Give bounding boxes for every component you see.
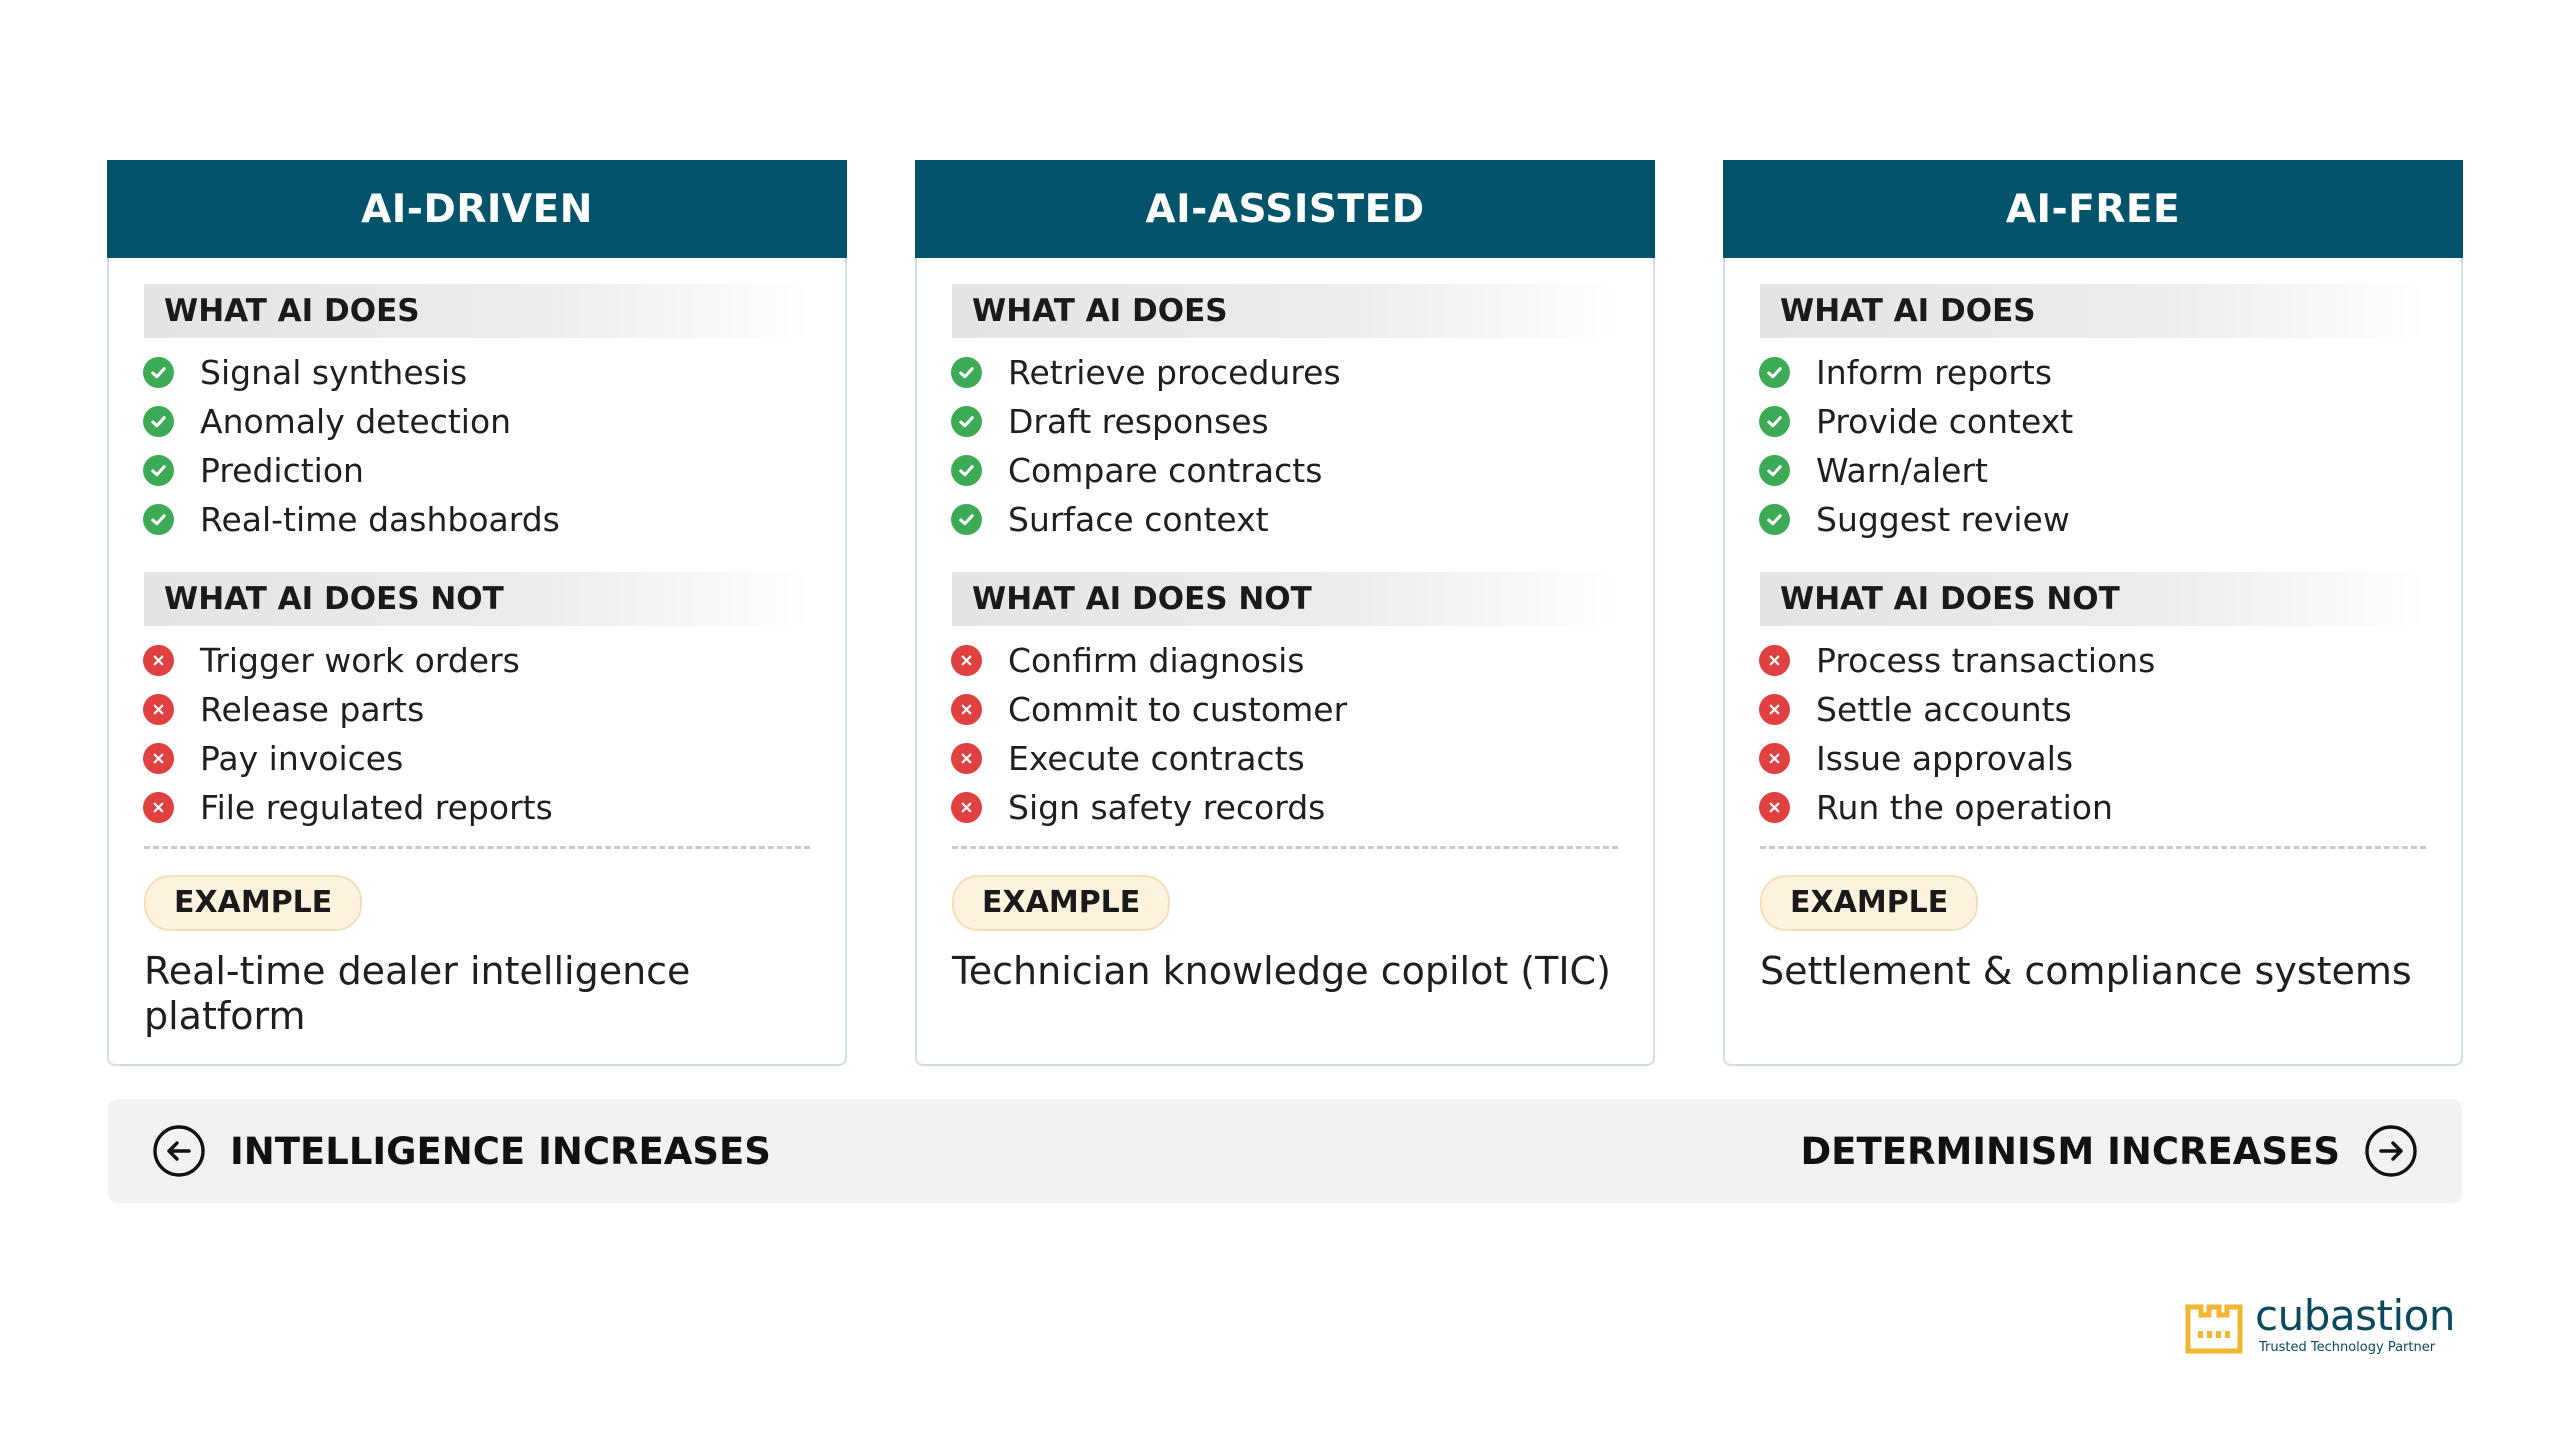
spectrum-bar — [108, 1099, 2462, 1203]
list-item — [143, 734, 845, 783]
cross-icon — [143, 743, 174, 774]
check-icon — [1759, 357, 1790, 388]
example-text: Real-time dealer intelligence platform — [144, 949, 691, 1038]
list-item — [1759, 685, 2461, 734]
check-icon — [951, 504, 982, 535]
does-not-list — [109, 636, 845, 832]
check-icon — [1759, 455, 1790, 486]
check-icon — [143, 357, 174, 388]
cross-icon — [143, 792, 174, 823]
list-item — [951, 495, 1653, 544]
does-list — [109, 348, 845, 544]
cross-icon — [143, 645, 174, 676]
item-label: Commit to customer — [1008, 690, 1348, 729]
card-title: AI-DRIVEN — [107, 160, 847, 258]
list-item — [951, 783, 1653, 832]
list-item — [1759, 636, 2461, 685]
item-label: Real-time dashboards — [200, 500, 560, 539]
item-label: File regulated reports — [200, 788, 553, 827]
item-label: Release parts — [200, 690, 425, 729]
section-heading-does: WHAT AI DOES — [1760, 284, 2426, 338]
cards-row — [107, 160, 2463, 1066]
list-item — [143, 495, 845, 544]
logo-tagline: Trusted Technology Partner — [2259, 1340, 2436, 1355]
list-item — [951, 685, 1653, 734]
item-label: Confirm diagnosis — [1008, 641, 1305, 680]
cross-icon — [951, 792, 982, 823]
example-text: Technician knowledge copilot (TIC) — [952, 949, 1611, 993]
logo-mark-icon — [2185, 1299, 2243, 1355]
section-heading-does-not: WHAT AI DOES NOT — [1760, 572, 2426, 626]
dashed-divider — [144, 846, 810, 849]
cross-icon — [951, 743, 982, 774]
cross-icon — [1759, 645, 1790, 676]
check-icon — [951, 406, 982, 437]
item-label: Sign safety records — [1008, 788, 1326, 827]
spectrum-right — [1800, 1099, 2418, 1203]
list-item — [951, 397, 1653, 446]
list-item — [951, 636, 1653, 685]
dashed-divider — [952, 846, 1618, 849]
cross-icon — [1759, 743, 1790, 774]
does-not-list — [1725, 636, 2461, 832]
list-item — [951, 348, 1653, 397]
cross-icon — [1759, 792, 1790, 823]
item-label: Prediction — [200, 451, 364, 490]
section-heading-does-not: WHAT AI DOES NOT — [952, 572, 1618, 626]
cross-icon — [143, 694, 174, 725]
list-item — [1759, 446, 2461, 495]
example-text: Settlement & compliance systems — [1760, 949, 2412, 993]
example-badge: EXAMPLE — [952, 875, 1170, 931]
section-heading-does-not: WHAT AI DOES NOT — [144, 572, 810, 626]
dashed-divider — [1760, 846, 2426, 849]
check-icon — [951, 357, 982, 388]
item-label: Pay invoices — [200, 739, 404, 778]
check-icon — [143, 455, 174, 486]
cross-icon — [1759, 694, 1790, 725]
check-icon — [143, 504, 174, 535]
card-title: AI-ASSISTED — [915, 160, 1655, 258]
list-item — [143, 348, 845, 397]
logo-wordmark: cubastion — [2255, 1291, 2455, 1340]
item-label: Retrieve procedures — [1008, 353, 1341, 392]
item-label: Inform reports — [1816, 353, 2053, 392]
does-not-list — [917, 636, 1653, 832]
item-label: Execute contracts — [1008, 739, 1305, 778]
cross-icon — [951, 694, 982, 725]
list-item — [1759, 348, 2461, 397]
cubastion-logo — [2185, 1291, 2463, 1359]
item-label: Process transactions — [1816, 641, 2156, 680]
arrow-right-circle-icon — [2364, 1124, 2418, 1178]
does-list — [917, 348, 1653, 544]
section-heading-does: WHAT AI DOES — [952, 284, 1618, 338]
check-icon — [1759, 504, 1790, 535]
list-item — [143, 685, 845, 734]
list-item — [1759, 495, 2461, 544]
card-title: AI-FREE — [1723, 160, 2463, 258]
item-label: Trigger work orders — [200, 641, 520, 680]
cross-icon — [951, 645, 982, 676]
card-ai-assisted — [915, 160, 1655, 1066]
item-label: Surface context — [1008, 500, 1269, 539]
item-label: Signal synthesis — [200, 353, 468, 392]
card-ai-driven — [107, 160, 847, 1066]
list-item — [143, 446, 845, 495]
check-icon — [143, 406, 174, 437]
item-label: Settle accounts — [1816, 690, 2072, 729]
section-heading-does: WHAT AI DOES — [144, 284, 810, 338]
item-label: Compare contracts — [1008, 451, 1323, 490]
spectrum-left-label: INTELLIGENCE INCREASES — [230, 1129, 771, 1173]
does-list — [1725, 348, 2461, 544]
spectrum-right-label: DETERMINISM INCREASES — [1800, 1129, 2340, 1173]
card-ai-free — [1723, 160, 2463, 1066]
item-label: Run the operation — [1816, 788, 2113, 827]
list-item — [1759, 734, 2461, 783]
item-label: Draft responses — [1008, 402, 1269, 441]
item-label: Provide context — [1816, 402, 2074, 441]
example-badge: EXAMPLE — [1760, 875, 1978, 931]
check-icon — [951, 455, 982, 486]
list-item — [143, 783, 845, 832]
check-icon — [1759, 406, 1790, 437]
arrow-left-circle-icon — [152, 1124, 206, 1178]
list-item — [1759, 397, 2461, 446]
list-item — [951, 446, 1653, 495]
item-label: Suggest review — [1816, 500, 2070, 539]
item-label: Warn/alert — [1816, 451, 1988, 490]
item-label: Issue approvals — [1816, 739, 2074, 778]
list-item — [143, 397, 845, 446]
list-item — [1759, 783, 2461, 832]
example-badge: EXAMPLE — [144, 875, 362, 931]
list-item — [951, 734, 1653, 783]
spectrum-left — [152, 1099, 771, 1203]
list-item — [143, 636, 845, 685]
item-label: Anomaly detection — [200, 402, 512, 441]
